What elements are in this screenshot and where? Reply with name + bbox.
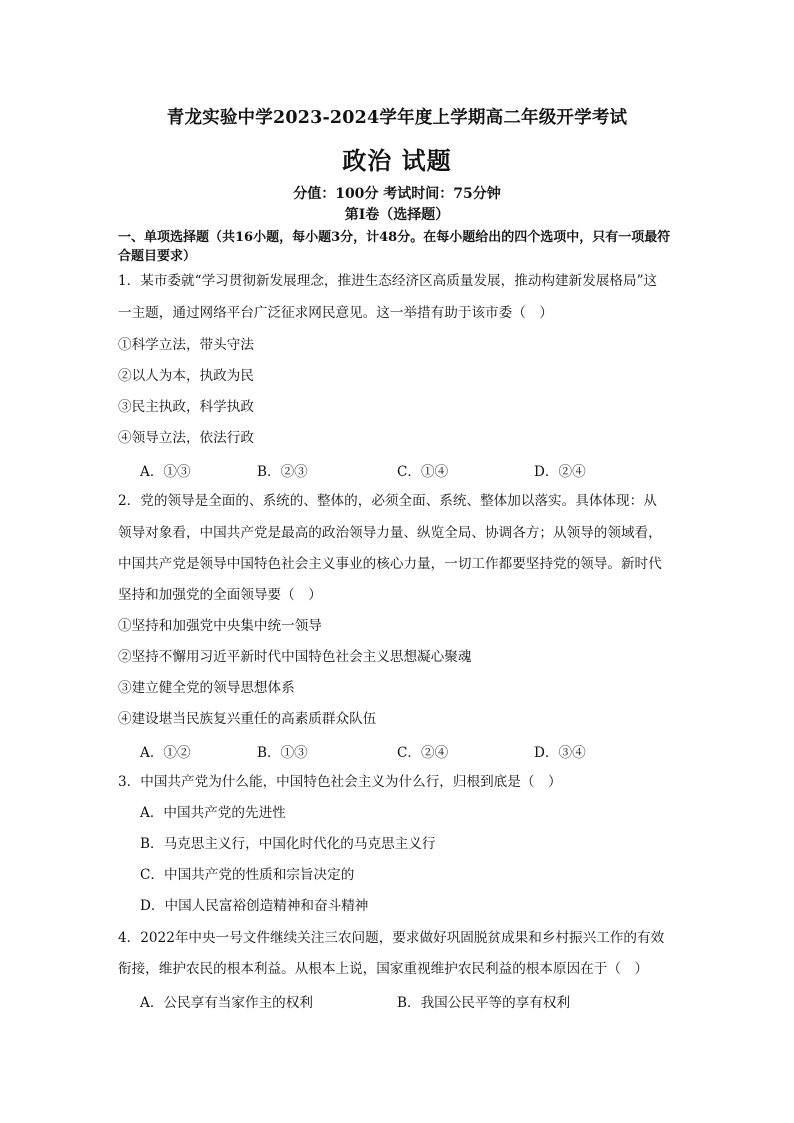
q2-stem-line-2: 领导对象看，中国共产党是最高的政治领导力量、纵览全局、协调各方；从领导的领域看， (118, 525, 662, 541)
q3-option-b: B．马克思主义行，中国化时代化的马克思主义行 (140, 836, 436, 852)
q2-option-a: A．①② (140, 745, 191, 761)
q1-option-b: B．②③ (257, 464, 308, 480)
q1-stem-line-2: 一主题，通过网络平台广泛征求网民意见。这一举措有助于该市委（ ） (118, 305, 553, 321)
q2-stem-line-1: 2．党的领导是全面的、系统的、整体的，必须全面、系统、整体加以落实。具体体现：从 (118, 493, 657, 509)
q3-stem: 3．中国共产党为什么能，中国特色社会主义为什么行，归根到底是（ ） (118, 774, 562, 790)
q4-option-b: B．我国公民平等的享有权利 (397, 995, 571, 1011)
q1-item-3: ③民主执政，科学执政 (118, 399, 254, 415)
q2-item-1: ①坚持和加强党中央集中统一领导 (118, 618, 322, 634)
q2-options (140, 741, 660, 759)
q2-option-c: C．②④ (397, 745, 449, 761)
q2-item-4: ④建设堪当民族复兴重任的高素质群众队伍 (118, 711, 377, 727)
score-time-info: 分值：100分 考试时间：75分钟 (293, 186, 501, 202)
subject-title: 政治 试题 (342, 146, 452, 175)
q3-option-a: A．中国共产党的先进性 (140, 805, 286, 821)
section-instruction: 一、单项选择题（共16小题，每小题3分，计48分。在每小题给出的四个选项中，只有一项最符合题目要求） (118, 230, 671, 264)
q1-option-d: D．②④ (534, 464, 586, 480)
q1-stem-line-1: 1．某市委就“学习贯彻新发展理念，推进生态经济区高质量发展，推动构建新发展格局”这 (118, 273, 658, 289)
q2-stem-line-4: 坚持和加强党的全面领导要（ ） (118, 587, 322, 603)
q1-item-2: ②以人为本，执政为民 (118, 368, 254, 384)
exam-title: 青龙实验中学2023-2024学年度上学期高二年级开学考试 (166, 108, 628, 128)
q3-option-d: D．中国人民富裕创造精神和奋斗精神 (140, 898, 369, 914)
q1-item-1: ①科学立法，带头守法 (118, 337, 254, 353)
q1-options (140, 460, 660, 478)
q2-option-d: D．③④ (534, 745, 586, 761)
q1-item-4: ④领导立法，依法行政 (118, 430, 254, 446)
q3-option-c: C．中国共产党的性质和宗旨决定的 (140, 867, 355, 883)
q4-stem-line-2: 衔接，维护农民的根本利益。从根本上说，国家重视维护农民利益的根本原因在于（ ） (118, 961, 649, 977)
q1-option-a: A．①③ (140, 464, 191, 480)
q4-options (140, 991, 660, 1009)
q2-stem-line-3: 中国共产党是领导中国特色社会主义事业的核心力量，一切工作都要坚持党的领导。新时代 (118, 556, 662, 572)
q4-option-a: A．公民享有当家作主的权利 (140, 995, 313, 1011)
q4-stem-line-1: 4．2022年中央一号文件继续关注三农问题，要求做好巩固脱贫成果和乡村振兴工作的有效 (118, 930, 665, 946)
part-heading: 第Ⅰ卷（选择题） (344, 207, 450, 223)
q1-option-c: C．①④ (397, 464, 449, 480)
q2-option-b: B．①③ (257, 745, 308, 761)
q2-item-2: ②坚持不懈用习近平新时代中国特色社会主义思想凝心聚魂 (118, 649, 472, 665)
q2-item-3: ③建立健全党的领导思想体系 (118, 680, 295, 696)
